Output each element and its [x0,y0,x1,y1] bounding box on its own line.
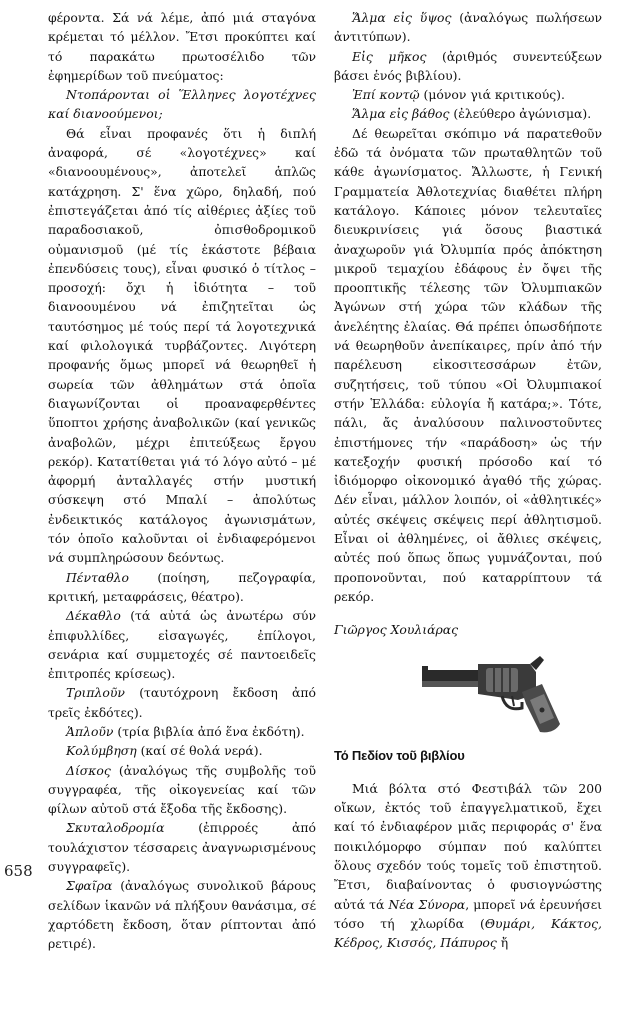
list-item: Πένταθλο (ποίηση, πεζογραφία, κριτική, μεταφράσεις, θέατρο). [48,569,316,604]
page-number: 658 [4,862,33,880]
headline-question: Ντοπάρονται οἱ Ἕλληνες λογοτέχνες καί διανοούμενοι; [48,87,316,122]
list-item: Σφαῖρα (ἀναλόγως συνολικοῦ βάρους σελίδων ἱκανῶν νά πλήξουν θανάσιμα, σέ χαρτόδετη ἔκδοση, ὅταν ρίπτονται ἀπό ρετιρέ). [48,878,316,952]
list-item: Ἁπλοῦν (τρία βιβλία ἀπό ἕνα ἐκδότη). [66,723,305,739]
list-item: Ἅλμα εἰς βάθος (ἐλεύθερο ἀγώνισμα). [352,106,592,122]
list-item: Δίσκος (ἀναλόγως τῆς συμβολῆς τοῦ συγγραφέα, τῆς οἰκογενείας καί τῶν φίλων αὐτοῦ στά ἔξοδα τῆς ἔκδοσης). [48,762,316,817]
list-item: Κολύμβηση (καί σέ θολά νερά). [66,743,263,759]
left-column [48,8,316,954]
author-signature: Γιῶργος Χουλιάρας [334,622,459,638]
paragraph: Δέ θεωρεῖται σκόπιμο νά παρατεθοῦν ἐδῶ τά ὀνόματα τῶν πρωταθλητῶν τοῦ κάθε ἀγωνίσματος. Ἄλλωστε, ἡ Γενική Γραμματεία Ἀθλοτεχνίας διαθέτει πλήρη κατάλογο. Κάποιες μόνον τελευταῖες διευκρινίσεις γιά ὅσους βιαστικά ἀναχωροῦν γιά Ὀλυμπία πρός ἀπόκτηση μικροῦ τεμαχίου ἐδάφους ἐν ὄψει τῆς προοπτικῆς τέλεσης τῶν Ὀλυμπιακῶν Ἀγώνων στή χώρα τῶν κλάδων τῆς ἀνελέητης ἐλαίας. Θά πρέπει ὁπωσδήποτε νά θεωρηθοῦν ἀνεπίκαιρες, πρίν ἀπό τήν παρέλευση εἰκοσιτεσσάρων ἐτῶν, συζητήσεις, τοῦ τύπου «Οἱ Ὀλυμπιακοί στήν Ἑλλάδα: εὐλογία ἤ κατάρα;». Τότε, πάλι, ἄς ἀναλύσουν παλινοστοῦντες ἐπιστήμονες τήν «παράδοση» ὡς τήν κατεξοχήν φυσική πρόσοδο καί τό ἰδιόμορφο οἰκονομικό ἀγαθό τῆς χώρας. Δέν εἶναι, μάλλον λοιπόν, οἱ «ἀθλητικές» αὐτές σκέψεις σκέψεις περί ἀθλητισμοῦ. Εἶναι οἱ ἀθλημένες, οἱ ἄθλιες σκέψεις, αὐτές πού ὅπως ὅπως γυμνάζονται, πού προπονοῦνται, πού καταρρίπτουν τά ρεκόρ. [334,125,602,604]
list-item: Ἅλμα εἰς ὕψος (ἀναλόγως πωλήσεων ἀντιτύπων). [334,10,603,45]
section-title: Τό Πεδίον τοῦ βιβλίου [334,747,465,763]
list-item: Ἐπί κοντῷ (μόνον γιά κριτικούς). [352,87,565,103]
paragraph: Μιά βόλτα στό Φεστιβάλ τῶν 200 οἴκων, ἐκτός τοῦ ἐπαγγελματικοῦ, ἔχει καί τό ἐνδιαφέρον μιᾶς περιφοράς σ' ἕνα ποικιλόμορφο σύμπαν πού καλύπτει ὅλους σχεδόν τούς τομεῖς τοῦ ἐπιστητοῦ. Ἔτσι, διαβαίνοντας ὁ φυσιογνώστης αὐτά τά Νέα Σύνορα, μπορεῖ νά ἐρευνήσει τόσο τή χλωρίδα (Θυμάρι, Κάκτος, Κέδρος, Κισσός, Πάπυρος ἤ [334,780,603,951]
paragraph: Θά εἶναι προφανές ὅτι ἡ διπλή ἀναφορά, σέ «λογοτέχνες» καί «διανοουμένους», ἀποτελεῖ ἁπλῶς κατάχρηση. Σ' ἕνα χῶρο, δηλαδή, πού ἐπιστεγάζεται ἀπό τίς αἰθέριες ἀξίες τοῦ παραδοσιακοῦ, ὀπισθοδρομικοῦ οὐμανισμοῦ (μέ τίς ἑκάστοτε βέβαια ἐπενδύσεις τους), εἶναι φυσικό ὁ τίτλος – προσοχή: ὄχι ἡ ἰδιότητα – τοῦ διανοουμένου νά ἐπιζητεῖται ὡς ταυτόσημος μέ τούς περί τά λογοτεχνικά καί φιλολογικά τυρβάζοντες. Λιγότερη προφανής ὅμως μπορεῖ νά θεωρηθεῖ ἡ σωρεία τῶν ἀθλημάτων στά ὁποῖα διαγωνίζονται οἱ προαναφερθέντες ὕποπτοι χρήσης ἀναβολικῶν (καί γενικῶς ἀναβολῶν, μέχρι ἐπιτεύξεως ἔργου ρεκόρ). Κατατίθεται γιά τό λόγο αὐτό – μέ ἀφορμή ἀνταλλαγές στήν μυστική σύσκεψη στό Μπαλί – ἀπολύτως ἐνδεικτικός κατάλογος ἀγωνισμάτων, τόν ὁποῖο καλοῦνται οἱ ἐνδιαφερόμενοι νά συμπληρώσουν δεόντως. [48,125,316,566]
right-column [334,8,602,952]
list-item: Δέκαθλο (τά αὐτά ὡς ἀνωτέρω σύν ἐπιφυλλίδες, εἰσαγωγές, ἐπίλογοι, σενάρια καί συμμετοχές σέ παντοειδεῖς ἐπιτροπές κρίσεως). [48,608,316,682]
list-item: Σκυταλοδρομία (ἐπιρροές ἀπό τουλάχιστον τέσσαρεις ἀναγνωρισμένους συγγραφεῖς). [48,820,316,875]
list-item: Εἰς μῆκος (ἀριθμός συνεντεύξεων βάσει ἑνός βιβλίου). [334,48,602,83]
revolver-icon [418,654,568,736]
paragraph: φέροντα. Σά νά λέμε, ἀπό μιά σταγόνα κρέμεται τό μέλλον. Ἔτσι προκύπτει καί τό παρακάτω πρωτοσέλιδο τῶν ἐφημερίδων τοῦ πνεύματος: [48,10,316,83]
list-item: Τριπλοῦν (ταυτόχρονη ἔκδοση ἀπό τρεῖς ἐκδότες). [48,685,316,720]
